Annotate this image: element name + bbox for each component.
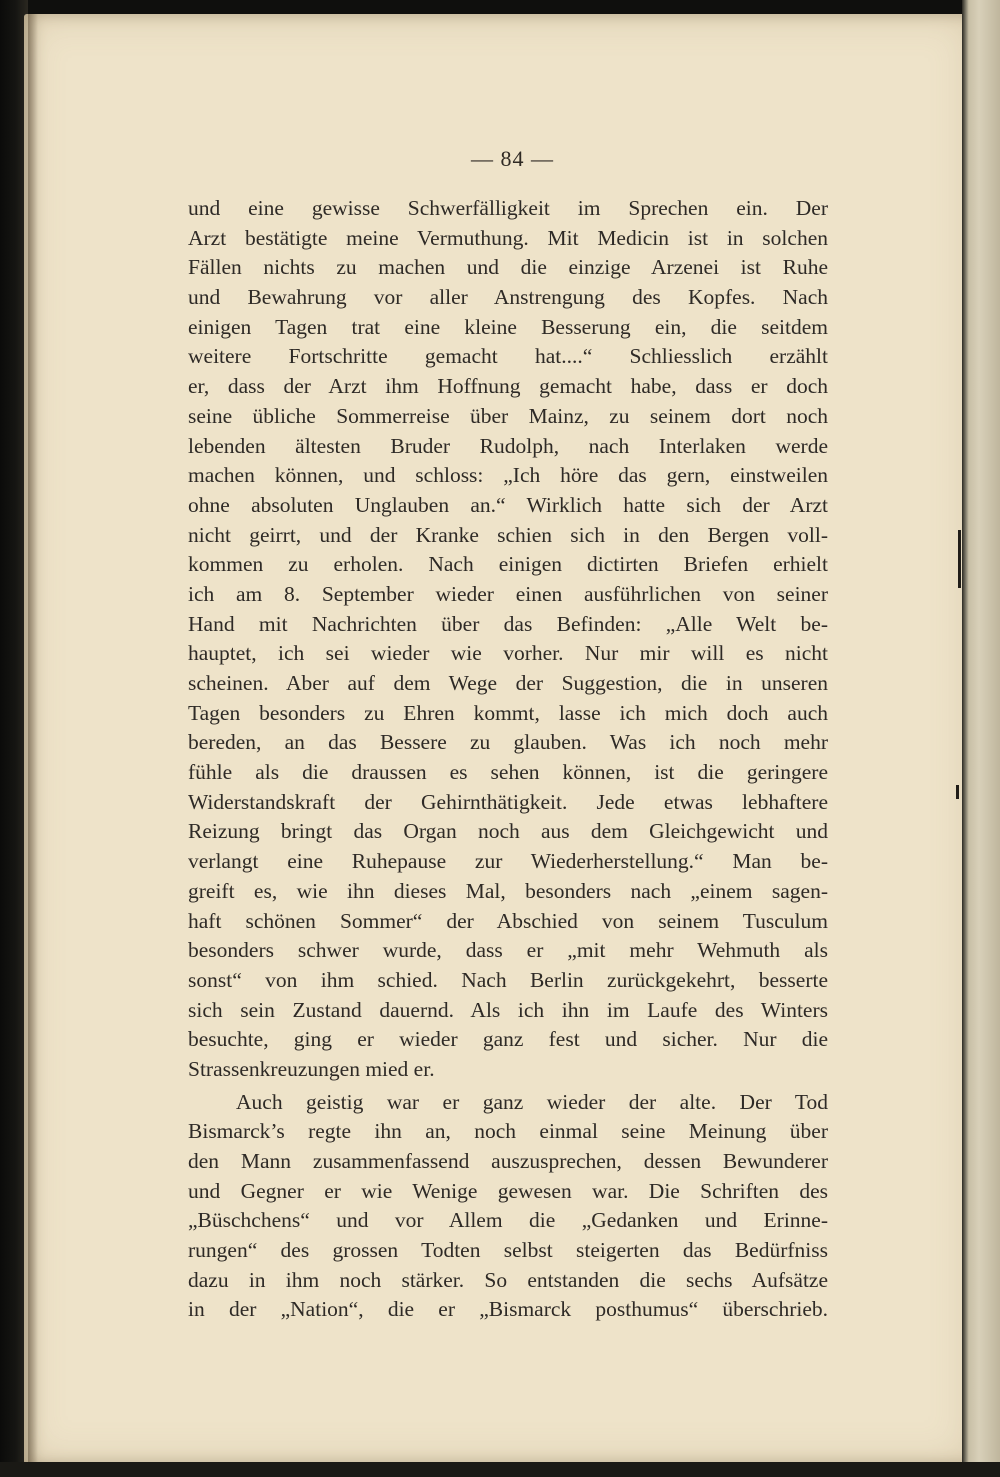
text-line: einigen Tagen trat eine kleine Besserung ein, die seitdem <box>188 314 828 339</box>
text-line: in der „Nation“, die er „Bismarck posthumus“ überschrieb. <box>188 1297 828 1322</box>
text-line: bereden, an das Bessere zu glauben. Was ich noch mehr <box>188 730 828 755</box>
text-line: Tagen besonders zu Ehren kommt, lasse ich mich doch auch <box>188 700 828 725</box>
text-line: sich sein Zustand dauernd. Als ich ihn im Laufe des Winters <box>188 997 828 1022</box>
margin-mark <box>958 530 961 588</box>
text-line: machen können, und schloss: „Ich höre das gern, einstweilen <box>188 463 828 488</box>
text-line: sonst“ von ihm schied. Nach Berlin zurückgekehrt, besserte <box>188 967 828 992</box>
text-line: nicht geirrt, und der Kranke schien sich in den Bergen voll- <box>188 522 828 547</box>
text-line: weitere Fortschritte gemacht hat....“ Schliesslich erzählt <box>188 344 828 369</box>
text-line: Hand mit Nachrichten über das Befinden: „Alle Welt be- <box>188 611 828 636</box>
text-line: verlangt eine Ruhepause zur Wiederherstellung.“ Man be- <box>188 849 828 874</box>
text-line: und eine gewisse Schwerfälligkeit im Sprechen ein. Der <box>188 196 828 220</box>
text-line: seine übliche Sommerreise über Mainz, zu seinem dort noch <box>188 403 828 428</box>
margin-mark <box>956 785 959 799</box>
text-line: er, dass der Arzt ihm Hoffnung gemacht habe, dass er doch <box>188 374 828 399</box>
text-line: Widerstandskraft der Gehirnthätigkeit. Jede etwas lebhaftere <box>188 789 828 814</box>
text-line: „Büschchens“ und vor Allem die „Gedanken und Erinne- <box>188 1208 828 1233</box>
paragraph-1 <box>188 194 828 1085</box>
adjacent-page-edge <box>962 0 1000 1477</box>
paragraph-2 <box>188 1088 828 1326</box>
text-line: und Gegner er wie Wenige gewesen war. Die Schriften des <box>188 1178 828 1203</box>
text-line: rungen“ des grossen Todten selbst steigerten das Bedürfniss <box>188 1238 828 1263</box>
text-line: Reizung bringt das Organ noch aus dem Gleichgewicht und <box>188 819 828 844</box>
text-line: den Mann zusammenfassend auszusprechen, dessen Bewunderer <box>188 1149 828 1173</box>
text-line: greift es, wie ihn dieses Mal, besonders nach „einem sagen- <box>188 878 828 903</box>
text-line: haft schönen Sommer“ der Abschied von seinem Tusculum <box>188 908 828 933</box>
text-line: fühle als die draussen es sehen können, ist die geringere <box>188 760 828 785</box>
text-line: lebenden ältesten Bruder Rudolph, nach Interlaken werde <box>188 433 828 458</box>
text-line: ich am 8. September wieder einen ausführlichen von seiner <box>188 581 828 606</box>
page-number: — 84 — <box>471 146 554 171</box>
body-text <box>188 194 828 1325</box>
text-line: besuchte, ging er wieder ganz fest und sicher. Nur die <box>188 1027 828 1052</box>
text-line: Arzt bestätigte meine Vermuthung. Mit Medicin ist in solchen <box>188 225 828 250</box>
scan-bottom-border <box>0 1462 1000 1477</box>
text-line: scheinen. Aber auf dem Wege der Suggestion, die in unseren <box>188 671 828 695</box>
text-line: hauptet, ich sei wieder wie vorher. Nur mir will es nicht <box>188 641 828 666</box>
text-line: Auch geistig war er ganz wieder der alte. Der Tod <box>236 1089 828 1114</box>
text-line: dazu in ihm noch stärker. So entstanden die sechs Aufsätze <box>188 1267 828 1292</box>
page-gutter-shadow <box>28 14 38 1464</box>
text-line: kommen zu erholen. Nach einigen dictirten Briefen erhielt <box>188 552 828 577</box>
text-line: ohne absoluten Unglauben an.“ Wirklich hatte sich der Arzt <box>188 492 828 517</box>
text-line: Fällen nichts zu machen und die einzige Arzenei ist Ruhe <box>188 255 828 280</box>
text-line: Bismarck’s regte ihn an, noch einmal seine Meinung über <box>188 1119 828 1144</box>
text-line: Strassenkreuzungen mied er. <box>188 1056 435 1081</box>
text-line: besonders schwer wurde, dass er „mit mehr Wehmuth als <box>188 938 828 963</box>
text-line: und Bewahrung vor aller Anstrengung des Kopfes. Nach <box>188 285 828 310</box>
